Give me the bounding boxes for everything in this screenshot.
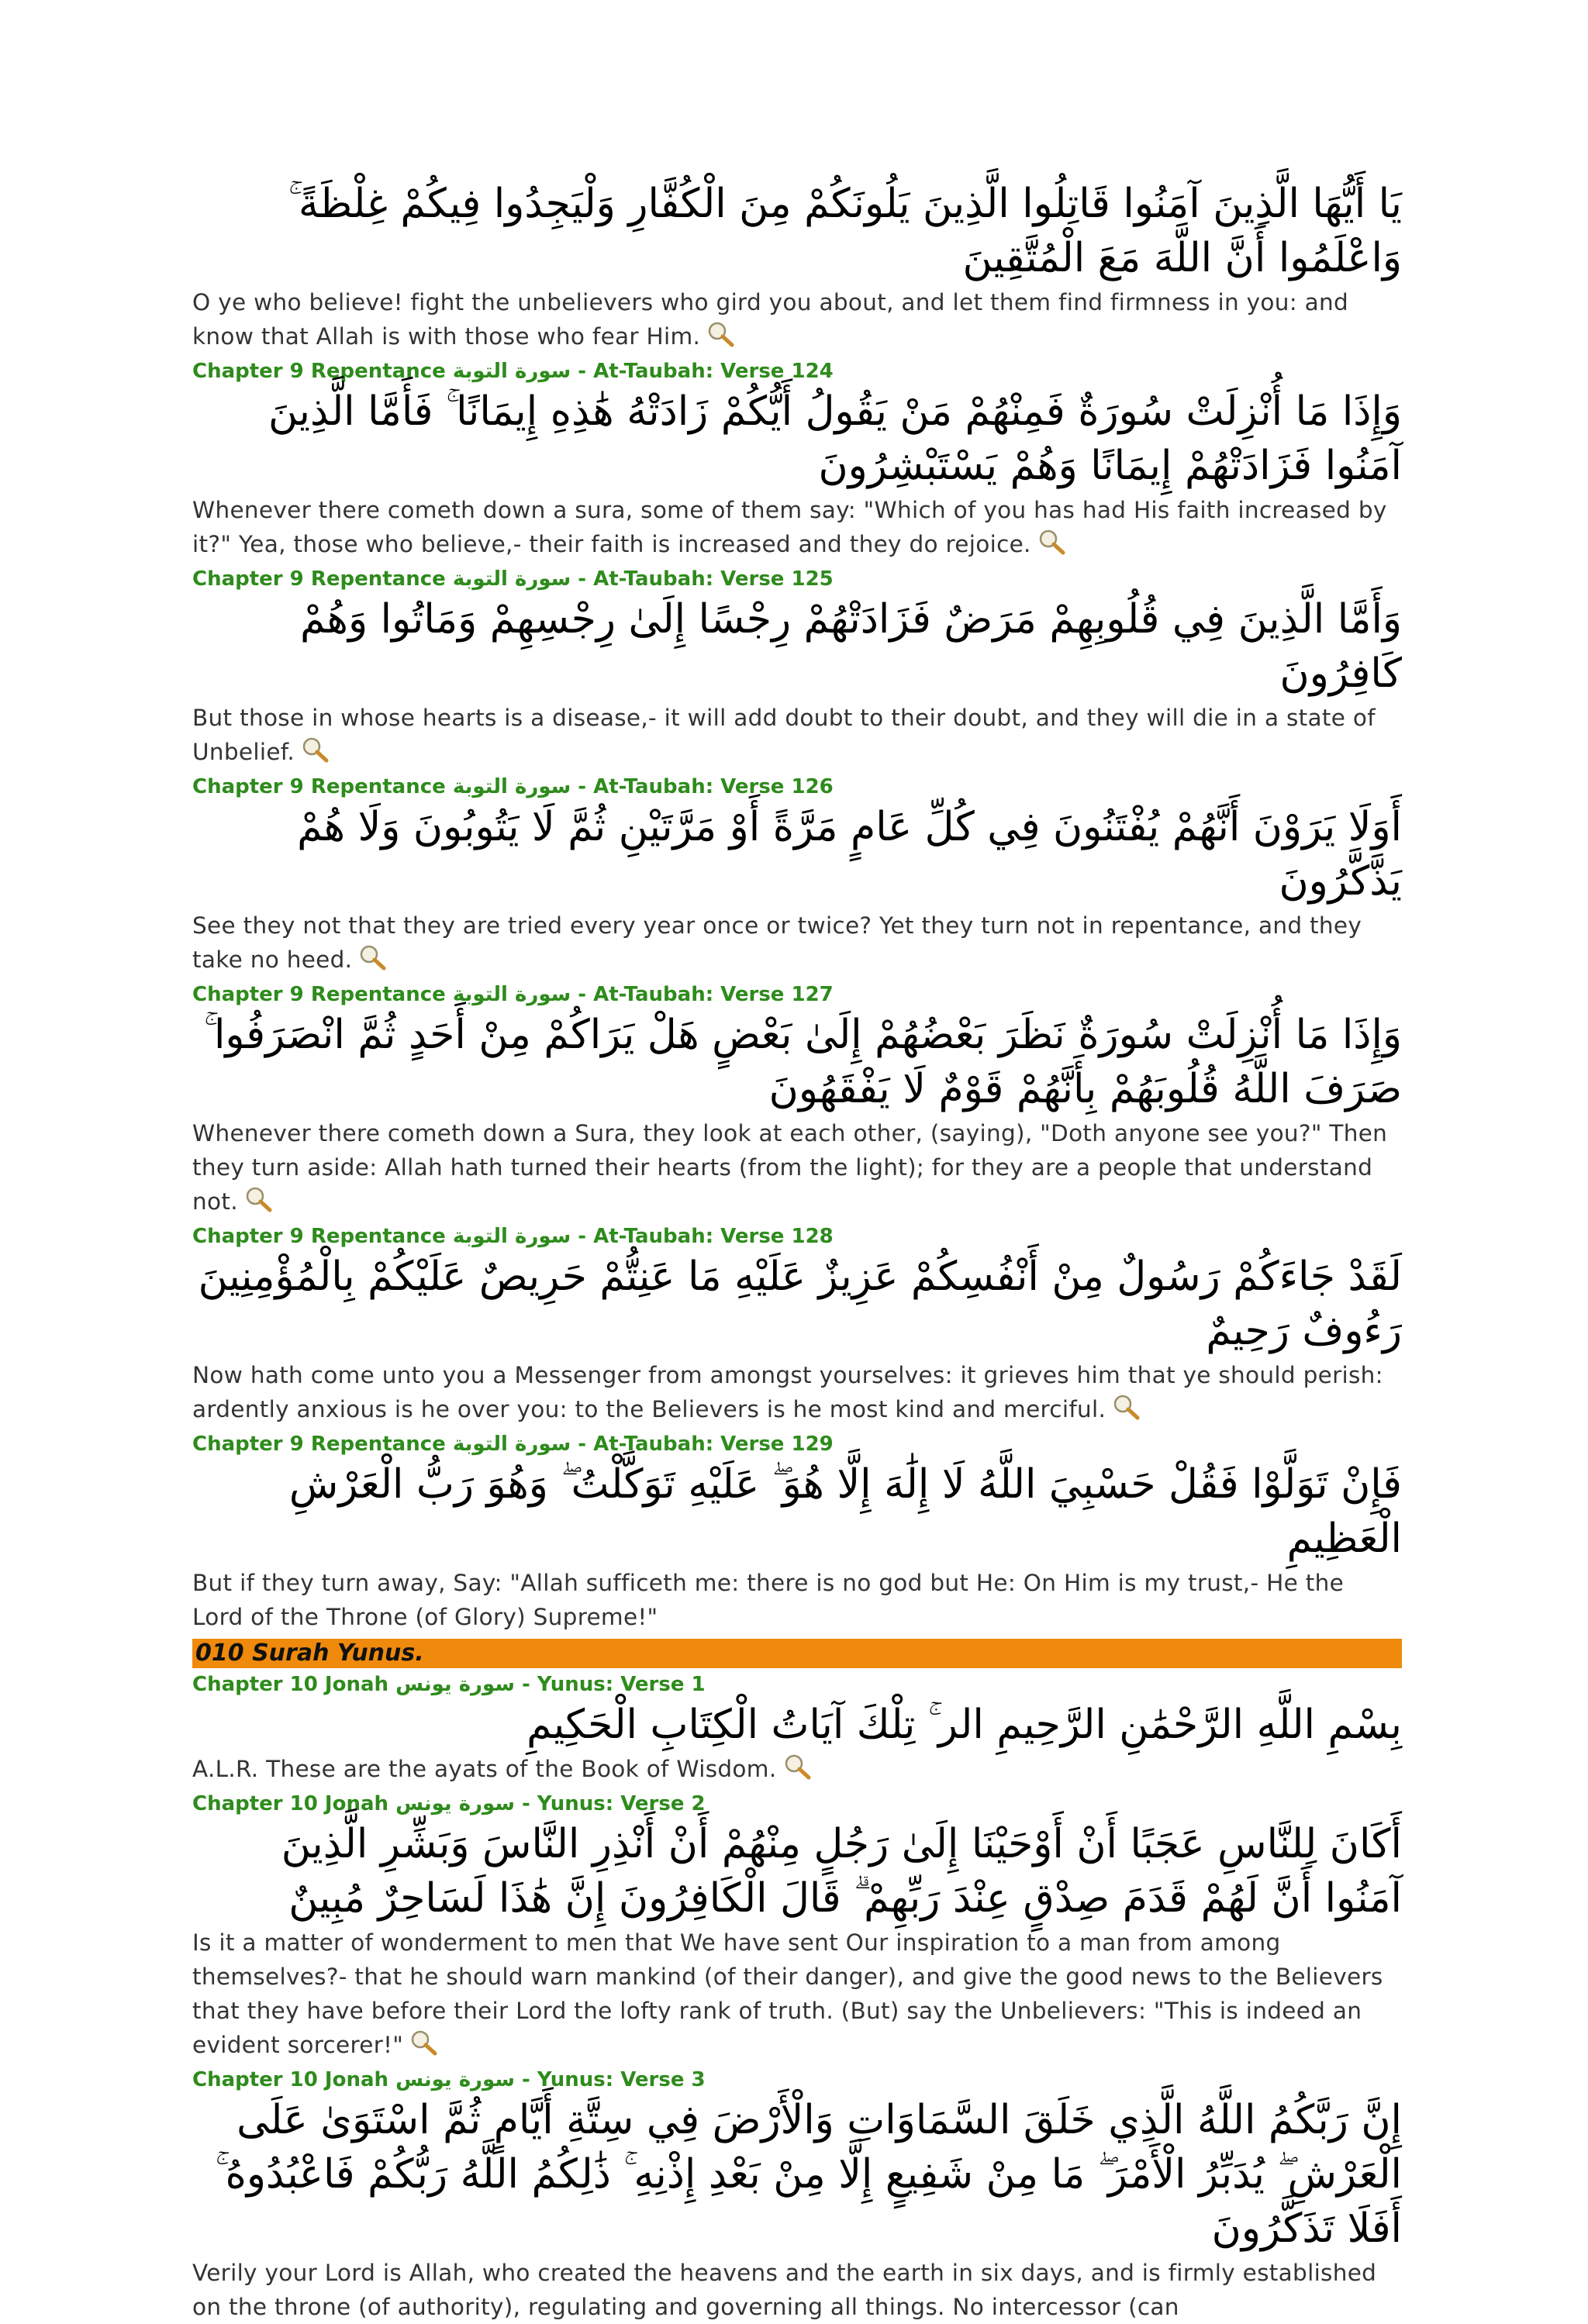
arabic-text: لَقَدْ جَاءَكُمْ رَسُولٌ مِنْ أَنْفُسِكُمْ عَزِيزٌ عَلَيْهِ مَا عَنِتُّمْ حَرِيصٌ عَلَيْكُمْ بِالْمُؤْمِنِينَ رَءُوفٌ رَحِيمٌ: [198, 1253, 1402, 1354]
translation-text: Whenever there cometh down a sura, some of them say: "Which of you has had His faith increased by it?" Yea, those who believe,- their faith is increased and they do rejoice.: [192, 493, 1402, 564]
arabic-text: أَوَلَا يَرَوْنَ أَنَّهُمْ يُفْتَنُونَ فِي كُلِّ عَامٍ مَرَّةً أَوْ مَرَّتَيْنِ ثُمَّ لَا يَتُوبُونَ وَلَا هُمْ يَذَّكَّرُونَ: [297, 804, 1402, 905]
magnifier-icon[interactable]: [244, 1186, 274, 1222]
arabic-text: يَا أَيُّهَا الَّذِينَ آمَنُوا قَاتِلُوا الَّذِينَ يَلُونَكُمْ مِنَ الْكُفَّارِ وَلْيَجِدُوا فِيكُمْ غِلْظَةً ۚ وَاعْلَمُوا أَنَّ اللَّهَ مَعَ الْمُتَّقِينَ: [288, 181, 1402, 281]
verse-heading: Chapter 9 Repentance سورة التوبة - At-Taubah: Verse 128: [192, 1225, 834, 1248]
verse-heading: Chapter 10 Jonah سورة يونس - Yunus: Verse 2: [192, 1792, 706, 1815]
magnifier-icon[interactable]: [783, 1753, 813, 1789]
arabic-text: إِنَّ رَبَّكُمُ اللَّهُ الَّذِي خَلَقَ السَّمَاوَاتِ وَالْأَرْضَ فِي سِتَّةِ أَيَّامٍ ثُمَّ اسْتَوَىٰ عَلَى الْعَرْشِ ۖ يُدَبِّرُ الْأَمْرَ ۖ مَا مِنْ شَفِيعٍ إِلَّا مِنْ بَعْدِ إِذْنِهِ ۚ ذَٰلِكُمُ اللَّهُ رَبُّكُمْ فَاعْبُدُوهُ ۚ أَفَلَا تَذَكَّرُونَ: [215, 2097, 1402, 2252]
verse-block: [192, 177, 1402, 357]
verse-block: [192, 981, 1402, 1222]
surah-title-bar: 010 Surah Yunus.: [192, 1639, 1402, 1668]
verse-heading: Chapter 9 Repentance سورة التوبة - At-Taubah: Verse 127: [192, 983, 834, 1006]
verse-heading: Chapter 10 Jonah سورة يونس - Yunus: Verse 3: [192, 2068, 706, 2091]
quran-page: [192, 177, 1402, 2324]
verse-block: [192, 1223, 1402, 1429]
verse-block: [192, 1791, 1402, 2065]
translation-text: O ye who believe! fight the unbelievers who gird you about, and let them find firmness in you: and know that Allah is with those who fear Him.: [192, 285, 1402, 357]
translation-text: Whenever there cometh down a Sura, they look at each other, (saying), "Doth anyone see you?" Then they turn aside: Allah hath turned their hearts (from the light); for they are a people that understand not.: [192, 1116, 1402, 1222]
arabic-text: وَإِذَا مَا أُنْزِلَتْ سُورَةٌ فَمِنْهُمْ مَنْ يَقُولُ أَيُّكُمْ زَادَتْهُ هَٰذِهِ إِيمَانًا ۚ فَأَمَّا الَّذِينَ آمَنُوا فَزَادَتْهُمْ إِيمَانًا وَهُمْ يَسْتَبْشِرُونَ: [268, 388, 1402, 489]
magnifier-icon[interactable]: [409, 2029, 439, 2065]
verse-block: [192, 566, 1402, 772]
verse-heading: Chapter 9 Repentance سورة التوبة - At-Taubah: Verse 125: [192, 567, 834, 591]
verse-block: [192, 774, 1402, 980]
verse-block: [192, 1671, 1402, 1789]
verse-heading: Chapter 9 Repentance سورة التوبة - At-Taubah: Verse 126: [192, 775, 834, 798]
magnifier-icon[interactable]: [706, 321, 736, 357]
verse-heading: Chapter 9 Repentance سورة التوبة - At-Taubah: Verse 129: [192, 1433, 834, 1456]
magnifier-icon[interactable]: [358, 944, 388, 980]
translation-text: Is it a matter of wonderment to men that We have sent Our inspiration to a man from among themselves?- that he should warn mankind (of their danger), and give the good news to the Believers that they have before their Lord the lofty rank of truth. (But) say the Unbelievers: "This is indeed an evident sorcerer!": [192, 1926, 1402, 2065]
arabic-text: وَإِذَا مَا أُنْزِلَتْ سُورَةٌ نَظَرَ بَعْضُهُمْ إِلَىٰ بَعْضٍ هَلْ يَرَاكُمْ مِنْ أَحَدٍ ثُمَّ انْصَرَفُوا ۚ صَرَفَ اللَّهُ قُلُوبَهُمْ بِأَنَّهُمْ قَوْمٌ لَا يَفْقَهُونَ: [203, 1012, 1402, 1112]
verse-block: [192, 2067, 1402, 2324]
magnifier-icon[interactable]: [1037, 529, 1067, 564]
arabic-text: وَأَمَّا الَّذِينَ فِي قُلُوبِهِمْ مَرَضٌ فَزَادَتْهُمْ رِجْسًا إِلَىٰ رِجْسِهِمْ وَمَاتُوا وَهُمْ كَافِرُونَ: [299, 596, 1402, 697]
arabic-text: بِسْمِ اللَّهِ الرَّحْمَٰنِ الرَّحِيمِ الر ۚ تِلْكَ آيَاتُ الْكِتَابِ الْحَكِيمِ: [526, 1702, 1402, 1748]
verse-heading: Chapter 10 Jonah سورة يونس - Yunus: Verse 1: [192, 1673, 706, 1696]
translation-text: But those in whose hearts is a disease,- it will add doubt to their doubt, and they will die in a state of Unbelief.: [192, 701, 1402, 772]
translation-text: Verily your Lord is Allah, who created the heavens and the earth in six days, and is firmly established on the throne (of authority), regulating and governing all things. No intercessor (can: [192, 2260, 1377, 2320]
translation-text: See they not that they are tried every year once or twice? Yet they turn not in repentance, and they take no heed.: [192, 909, 1402, 980]
arabic-text: فَإِنْ تَوَلَّوْا فَقُلْ حَسْبِيَ اللَّهُ لَا إِلَٰهَ إِلَّا هُوَ ۖ عَلَيْهِ تَوَكَّلْتُ ۖ وَهُوَ رَبُّ الْعَرْشِ الْعَظِيمِ: [288, 1461, 1402, 1562]
translation-text: But if they turn away, Say: "Allah sufficeth me: there is no god but He: On Him is my trust,- He the Lord of the Throne (of Glory) Supreme!": [192, 1570, 1345, 1630]
translation-text: A.L.R. These are the ayats of the Book of Wisdom.: [192, 1752, 1402, 1789]
verse-block: [192, 1431, 1402, 1634]
magnifier-icon[interactable]: [301, 736, 330, 772]
magnifier-icon[interactable]: [1112, 1394, 1141, 1429]
translation-text: Now hath come unto you a Messenger from amongst yourselves: it grieves him that ye should perish: ardently anxious is he over you: to the Believers is he most kind and merciful.: [192, 1358, 1402, 1429]
arabic-text: أَكَانَ لِلنَّاسِ عَجَبًا أَنْ أَوْحَيْنَا إِلَىٰ رَجُلٍ مِنْهُمْ أَنْ أَنْذِرِ النَّاسَ وَبَشِّرِ الَّذِينَ آمَنُوا أَنَّ لَهُمْ قَدَمَ صِدْقٍ عِنْدَ رَبِّهِمْ ۗ قَالَ الْكَافِرُونَ إِنَّ هَٰذَا لَسَاحِرٌ مُبِينٌ: [281, 1821, 1402, 1922]
verse-block: [192, 358, 1402, 564]
verse-heading: Chapter 9 Repentance سورة التوبة - At-Taubah: Verse 124: [192, 360, 834, 383]
